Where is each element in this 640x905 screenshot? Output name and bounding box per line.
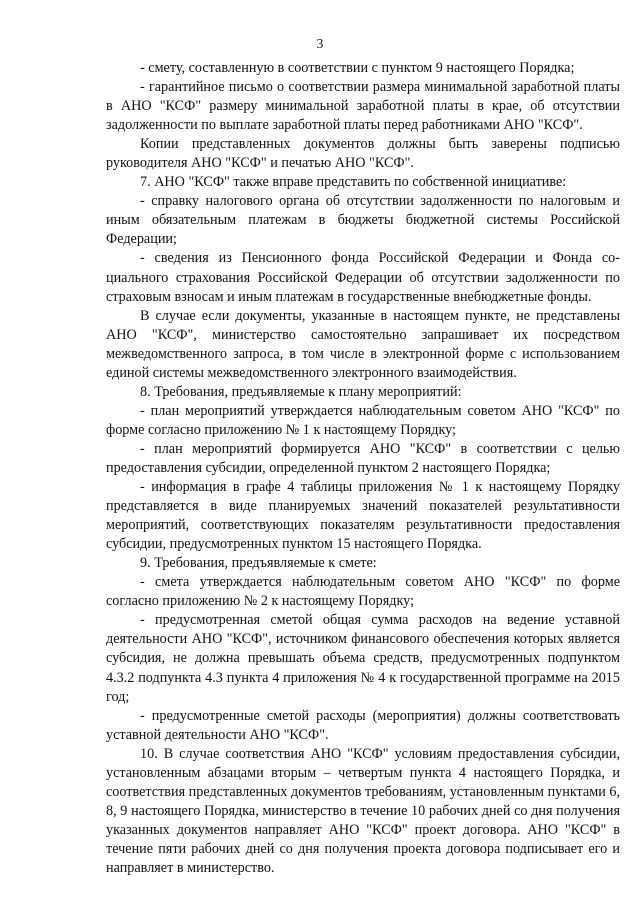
- paragraph-clause-7: 7. АНО "КСФ" также вправе представить по собственной инициативе:: [140, 174, 567, 191]
- paragraph-pension-fund: - сведения из Пенсионного фонда Российской Федерации и Фонда социального страхования Российской Федерации об отсутствии задолженности по страховым взносам и иным платежам в государственные внебюджетные фонды.: [106, 250, 620, 305]
- page-number: 3: [316, 36, 324, 51]
- paragraph-plan-indicators: - информация в графе 4 таблицы приложения № 1 к настоящему Порядку представляется в виде планируемых значений показателей результативности мероприятий, соответствующих показателям результативности предоставления субсидии, предусмотренных пунктом 15 настоящего Порядка.: [106, 479, 620, 553]
- paragraph-clause-9: 9. Требования, предъявляемые к смете:: [140, 555, 377, 572]
- paragraph-estimate: - смету, составленную в соответствии с пунктом 9 настоящего Порядка;: [140, 60, 575, 76]
- paragraph-tax-certificate: - справку налогового органа об отсутствии задолженности по налоговым и иным обязательным платежам в бюджеты бюджетной системы Российской Федерации;: [106, 193, 620, 248]
- paragraph-copies-certified: Копии представленных документов должны быть заверены подписью руководителя АНО "КСФ" и печатью АНО "КСФ".: [106, 136, 620, 172]
- document-body: [106, 59, 620, 878]
- paragraph-plan-formation: - план мероприятий формируется АНО "КСФ" в соответствии с целью предоставления субсидии, определенной пунктом 2 настоящего Порядка;: [106, 440, 620, 476]
- paragraph-clause-8: 8. Требования, предъявляемые к плану мероприятий:: [140, 383, 462, 400]
- paragraph-guarantee-letter: - гарантийное письмо о соответствии размера минимальной заработной платы в АНО "КСФ" размеру минимальной заработной платы в крае, об отсутствии задолженности по выплате заработной платы перед работниками АНО "КСФ".: [106, 79, 620, 134]
- paragraph-plan-approval: - план мероприятий утверждается наблюдательным советом АНО "КСФ" по форме согласно приложению № 1 к настоящему Порядку;: [106, 402, 620, 438]
- paragraph-estimate-total: - предусмотренная сметой общая сумма расходов на ведение уставной деятельности АНО "КСФ", источником финансового обеспечения которых является субсидия, не должна превышать объема средств, предусмотренных подпунктом 4.3.2 подпункта 4.3 пункта 4 приложения № 4 к государственной программе на 2015 год;: [106, 612, 620, 705]
- paragraph-estimate-expenses: - предусмотренные сметой расходы (мероприятия) должны соответствовать уставной деятельности АНО "КСФ".: [106, 707, 620, 743]
- paragraph-clause-10: 10. В случае соответствия АНО "КСФ" условиям предоставления субсидии, установленным абзацами вторым – четвертым пункта 4 настоящего Порядка, и соответствия представленных документов требованиям, установленным пунктами 6, 8, 9 настоящего Порядка, министерство в течение 10 рабочих дней со дня получения указанных документов направляет АНО "КСФ" проект договора. АНО "КСФ" в течение пяти рабочих дней со дня получения проекта договора подписывает его и направляет в министерство.: [106, 745, 620, 876]
- paragraph-estimate-approval: - смета утверждается наблюдательным советом АНО "КСФ" по форме согласно приложению № 2 к настоящему Порядку;: [106, 574, 620, 610]
- paragraph-interagency-request: В случае если документы, указанные в настоящем пункте, не представлены АНО "КСФ", министерство самостоятельно запрашивает их посредством межведомственного запроса, в том числе в электронной форме с использованием единой системы межведомственного электронного взаимодействия.: [106, 307, 620, 381]
